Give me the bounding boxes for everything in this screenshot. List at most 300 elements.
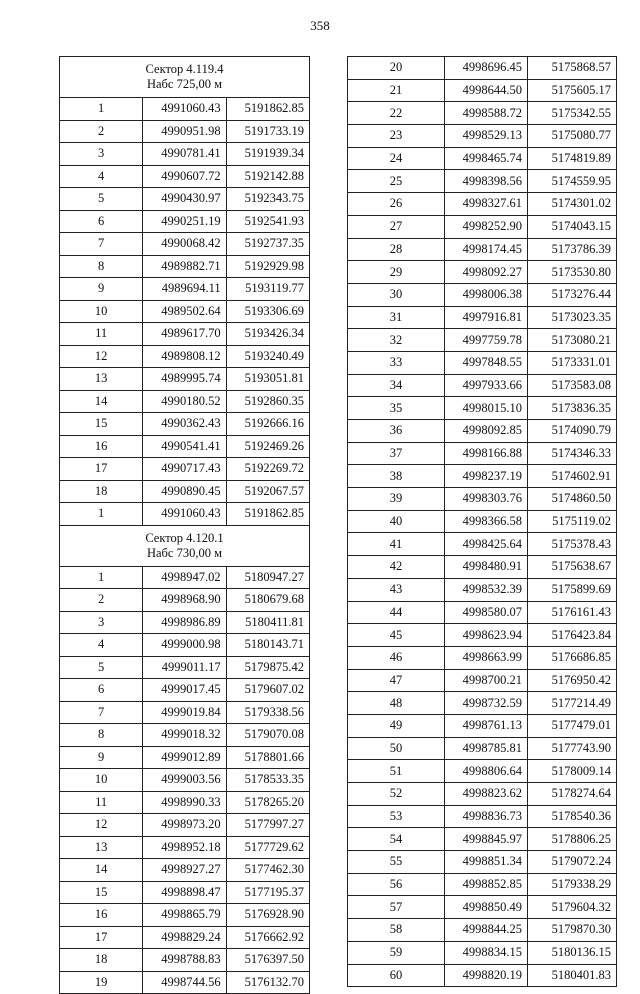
table-row <box>348 193 617 216</box>
table-row <box>348 941 617 964</box>
table-row <box>348 646 617 669</box>
point-number-cell: 18 <box>60 480 143 503</box>
y-coordinate-cell: 5173583.08 <box>528 374 617 397</box>
y-coordinate-cell: 5176423.84 <box>528 624 617 647</box>
x-coordinate-cell: 4999012.89 <box>143 746 226 769</box>
y-coordinate-cell: 5192541.93 <box>226 210 309 233</box>
x-coordinate-cell: 4998865.79 <box>143 904 226 927</box>
point-number-cell: 9 <box>60 746 143 769</box>
point-number-cell: 58 <box>348 919 445 942</box>
table-row <box>60 881 310 904</box>
point-number-cell: 12 <box>60 345 143 368</box>
x-coordinate-cell: 4998580.07 <box>445 601 528 624</box>
table-row <box>348 238 617 261</box>
x-coordinate-cell: 4997848.55 <box>445 351 528 374</box>
x-coordinate-cell: 4990541.41 <box>143 435 226 458</box>
point-number-cell: 14 <box>60 390 143 413</box>
y-coordinate-cell: 5173080.21 <box>528 329 617 352</box>
y-coordinate-cell: 5178265.20 <box>226 791 309 814</box>
point-number-cell: 15 <box>60 413 143 436</box>
point-number-cell: 59 <box>348 941 445 964</box>
y-coordinate-cell: 5179070.08 <box>226 724 309 747</box>
point-number-cell: 2 <box>60 120 143 143</box>
table-row <box>348 556 617 579</box>
point-number-cell: 11 <box>60 323 143 346</box>
x-coordinate-cell: 4998852.85 <box>445 873 528 896</box>
x-coordinate-cell: 4998806.64 <box>445 760 528 783</box>
x-coordinate-cell: 4998844.25 <box>445 919 528 942</box>
table-row <box>60 836 310 859</box>
point-number-cell: 10 <box>60 769 143 792</box>
table-row <box>348 714 617 737</box>
y-coordinate-cell: 5173836.35 <box>528 397 617 420</box>
table-row <box>348 170 617 193</box>
point-number-cell: 6 <box>60 679 143 702</box>
point-number-cell: 4 <box>60 165 143 188</box>
x-coordinate-cell: 4998252.90 <box>445 215 528 238</box>
y-coordinate-cell: 5193426.34 <box>226 323 309 346</box>
point-number-cell: 19 <box>60 971 143 994</box>
y-coordinate-cell: 5192469.26 <box>226 435 309 458</box>
y-coordinate-cell: 5179338.56 <box>226 701 309 724</box>
x-coordinate-cell: 4998845.97 <box>445 828 528 851</box>
x-coordinate-cell: 4998927.27 <box>143 859 226 882</box>
table-row <box>60 679 310 702</box>
point-number-cell: 54 <box>348 828 445 851</box>
y-coordinate-cell: 5175899.69 <box>528 578 617 601</box>
table-row <box>60 165 310 188</box>
point-number-cell: 51 <box>348 760 445 783</box>
point-number-cell: 7 <box>60 233 143 256</box>
y-coordinate-cell: 5192269.72 <box>226 458 309 481</box>
coordinates-table-right <box>347 56 617 987</box>
y-coordinate-cell: 5176686.85 <box>528 646 617 669</box>
x-coordinate-cell: 4999011.17 <box>143 656 226 679</box>
point-number-cell: 12 <box>60 814 143 837</box>
y-coordinate-cell: 5180136.15 <box>528 941 617 964</box>
y-coordinate-cell: 5173023.35 <box>528 306 617 329</box>
table-row <box>348 873 617 896</box>
y-coordinate-cell: 5179604.32 <box>528 896 617 919</box>
x-coordinate-cell: 4990251.19 <box>143 210 226 233</box>
y-coordinate-cell: 5179072.24 <box>528 851 617 874</box>
table-row <box>348 601 617 624</box>
x-coordinate-cell: 4998529.13 <box>445 125 528 148</box>
point-number-cell: 55 <box>348 851 445 874</box>
x-coordinate-cell: 4998986.89 <box>143 611 226 634</box>
point-number-cell: 44 <box>348 601 445 624</box>
point-number-cell: 14 <box>60 859 143 882</box>
table-row <box>60 746 310 769</box>
point-number-cell: 8 <box>60 724 143 747</box>
y-coordinate-cell: 5176950.42 <box>528 669 617 692</box>
y-coordinate-cell: 5180947.27 <box>226 566 309 589</box>
point-number-cell: 53 <box>348 805 445 828</box>
y-coordinate-cell: 5176397.50 <box>226 949 309 972</box>
point-number-cell: 22 <box>348 102 445 125</box>
table-row <box>60 345 310 368</box>
table-row <box>348 57 617 80</box>
x-coordinate-cell: 4998851.34 <box>445 851 528 874</box>
table-row <box>348 261 617 284</box>
y-coordinate-cell: 5175342.55 <box>528 102 617 125</box>
x-coordinate-cell: 4998850.49 <box>445 896 528 919</box>
point-number-cell: 24 <box>348 147 445 170</box>
y-coordinate-cell: 5174043.15 <box>528 215 617 238</box>
table-row <box>348 669 617 692</box>
y-coordinate-cell: 5192929.98 <box>226 255 309 278</box>
point-number-cell: 23 <box>348 125 445 148</box>
x-coordinate-cell: 4998990.33 <box>143 791 226 814</box>
table-row <box>348 215 617 238</box>
point-number-cell: 39 <box>348 488 445 511</box>
table-row <box>348 420 617 443</box>
table-row <box>348 465 617 488</box>
table-row <box>60 300 310 323</box>
x-coordinate-cell: 4990717.43 <box>143 458 226 481</box>
y-coordinate-cell: 5191733.19 <box>226 120 309 143</box>
table-row <box>60 368 310 391</box>
point-number-cell: 16 <box>60 435 143 458</box>
table-row <box>60 566 310 589</box>
point-number-cell: 33 <box>348 351 445 374</box>
table-row <box>348 79 617 102</box>
point-number-cell: 17 <box>60 458 143 481</box>
point-number-cell: 7 <box>60 701 143 724</box>
table-row <box>348 578 617 601</box>
table-row <box>348 896 617 919</box>
table-row <box>348 351 617 374</box>
y-coordinate-cell: 5175119.02 <box>528 510 617 533</box>
y-coordinate-cell: 5177214.49 <box>528 692 617 715</box>
point-number-cell: 57 <box>348 896 445 919</box>
y-coordinate-cell: 5177743.90 <box>528 737 617 760</box>
section-header-row <box>60 57 310 98</box>
x-coordinate-cell: 4998303.76 <box>445 488 528 511</box>
table-row <box>60 98 310 121</box>
y-coordinate-cell: 5178533.35 <box>226 769 309 792</box>
x-coordinate-cell: 4998947.02 <box>143 566 226 589</box>
x-coordinate-cell: 4989995.74 <box>143 368 226 391</box>
x-coordinate-cell: 4998366.58 <box>445 510 528 533</box>
section-title: Сектор 4.119.4 <box>145 62 224 76</box>
x-coordinate-cell: 4998700.21 <box>445 669 528 692</box>
x-coordinate-cell: 4998092.85 <box>445 420 528 443</box>
point-number-cell: 46 <box>348 646 445 669</box>
x-coordinate-cell: 4999019.84 <box>143 701 226 724</box>
x-coordinate-cell: 4998898.47 <box>143 881 226 904</box>
table-row <box>60 188 310 211</box>
x-coordinate-cell: 4999000.98 <box>143 634 226 657</box>
x-coordinate-cell: 4990781.41 <box>143 143 226 166</box>
point-number-cell: 2 <box>60 589 143 612</box>
x-coordinate-cell: 4990068.42 <box>143 233 226 256</box>
point-number-cell: 5 <box>60 656 143 679</box>
table-row <box>348 442 617 465</box>
y-coordinate-cell: 5180411.81 <box>226 611 309 634</box>
y-coordinate-cell: 5193240.49 <box>226 345 309 368</box>
point-number-cell: 36 <box>348 420 445 443</box>
x-coordinate-cell: 4989808.12 <box>143 345 226 368</box>
y-coordinate-cell: 5178806.25 <box>528 828 617 851</box>
y-coordinate-cell: 5173786.39 <box>528 238 617 261</box>
point-number-cell: 38 <box>348 465 445 488</box>
table-row <box>60 634 310 657</box>
x-coordinate-cell: 4998834.15 <box>445 941 528 964</box>
y-coordinate-cell: 5177479.01 <box>528 714 617 737</box>
table-row <box>60 120 310 143</box>
y-coordinate-cell: 5178540.36 <box>528 805 617 828</box>
y-coordinate-cell: 5175638.67 <box>528 556 617 579</box>
point-number-cell: 35 <box>348 397 445 420</box>
y-coordinate-cell: 5174819.89 <box>528 147 617 170</box>
x-coordinate-cell: 4998015.10 <box>445 397 528 420</box>
y-coordinate-cell: 5176132.70 <box>226 971 309 994</box>
table-row <box>60 971 310 994</box>
x-coordinate-cell: 4998788.83 <box>143 949 226 972</box>
table-row <box>60 390 310 413</box>
x-coordinate-cell: 4998425.64 <box>445 533 528 556</box>
table-row <box>348 125 617 148</box>
table-row <box>348 510 617 533</box>
x-coordinate-cell: 4998829.24 <box>143 926 226 949</box>
table-row <box>348 737 617 760</box>
table-row <box>60 701 310 724</box>
table-row <box>60 814 310 837</box>
x-coordinate-cell: 4998237.19 <box>445 465 528 488</box>
point-number-cell: 34 <box>348 374 445 397</box>
x-coordinate-cell: 4998465.74 <box>445 147 528 170</box>
table-row <box>348 919 617 942</box>
table-row <box>60 859 310 882</box>
table-row <box>348 306 617 329</box>
y-coordinate-cell: 5174301.02 <box>528 193 617 216</box>
table-row <box>348 102 617 125</box>
table-row <box>60 278 310 301</box>
table-row <box>60 210 310 233</box>
table-row <box>60 255 310 278</box>
x-coordinate-cell: 4998166.88 <box>445 442 528 465</box>
x-coordinate-cell: 4997916.81 <box>445 306 528 329</box>
y-coordinate-cell: 5192737.35 <box>226 233 309 256</box>
y-coordinate-cell: 5174559.95 <box>528 170 617 193</box>
y-coordinate-cell: 5193051.81 <box>226 368 309 391</box>
point-number-cell: 43 <box>348 578 445 601</box>
y-coordinate-cell: 5174860.50 <box>528 488 617 511</box>
table-row <box>348 760 617 783</box>
point-number-cell: 56 <box>348 873 445 896</box>
x-coordinate-cell: 4998663.99 <box>445 646 528 669</box>
point-number-cell: 40 <box>348 510 445 533</box>
x-coordinate-cell: 4998532.39 <box>445 578 528 601</box>
point-number-cell: 45 <box>348 624 445 647</box>
y-coordinate-cell: 5175080.77 <box>528 125 617 148</box>
point-number-cell: 47 <box>348 669 445 692</box>
x-coordinate-cell: 4989694.11 <box>143 278 226 301</box>
point-number-cell: 1 <box>60 566 143 589</box>
point-number-cell: 52 <box>348 783 445 806</box>
table-row <box>60 926 310 949</box>
point-number-cell: 31 <box>348 306 445 329</box>
point-number-cell: 18 <box>60 949 143 972</box>
table-row <box>348 397 617 420</box>
table-row <box>60 949 310 972</box>
y-coordinate-cell: 5179870.30 <box>528 919 617 942</box>
table-row <box>60 503 310 526</box>
y-coordinate-cell: 5177195.37 <box>226 881 309 904</box>
table-row <box>60 323 310 346</box>
table-row <box>348 374 617 397</box>
y-coordinate-cell: 5175605.17 <box>528 79 617 102</box>
point-number-cell: 20 <box>348 57 445 80</box>
point-number-cell: 42 <box>348 556 445 579</box>
table-row <box>348 851 617 874</box>
y-coordinate-cell: 5191862.85 <box>226 98 309 121</box>
y-coordinate-cell: 5176928.90 <box>226 904 309 927</box>
point-number-cell: 32 <box>348 329 445 352</box>
table-row <box>60 611 310 634</box>
x-coordinate-cell: 4998327.61 <box>445 193 528 216</box>
point-number-cell: 5 <box>60 188 143 211</box>
x-coordinate-cell: 4998623.94 <box>445 624 528 647</box>
coordinates-table-left <box>59 56 310 994</box>
page-number: 358 <box>310 18 330 33</box>
x-coordinate-cell: 4989882.71 <box>143 255 226 278</box>
table-row <box>60 769 310 792</box>
point-number-cell: 1 <box>60 503 143 526</box>
y-coordinate-cell: 5193119.77 <box>226 278 309 301</box>
y-coordinate-cell: 5192860.35 <box>226 390 309 413</box>
table-row <box>348 624 617 647</box>
y-coordinate-cell: 5175378.43 <box>528 533 617 556</box>
y-coordinate-cell: 5174346.33 <box>528 442 617 465</box>
y-coordinate-cell: 5179338.29 <box>528 873 617 896</box>
section-elevation: Набс 730,00 м <box>146 545 223 560</box>
point-number-cell: 1 <box>60 98 143 121</box>
table-row <box>60 791 310 814</box>
y-coordinate-cell: 5180679.68 <box>226 589 309 612</box>
y-coordinate-cell: 5180401.83 <box>528 964 617 987</box>
point-number-cell: 30 <box>348 283 445 306</box>
x-coordinate-cell: 4998823.62 <box>445 783 528 806</box>
x-coordinate-cell: 4998968.90 <box>143 589 226 612</box>
table-row <box>60 904 310 927</box>
table-row <box>60 589 310 612</box>
point-number-cell: 49 <box>348 714 445 737</box>
table-row <box>348 964 617 987</box>
x-coordinate-cell: 4990951.98 <box>143 120 226 143</box>
x-coordinate-cell: 4998761.13 <box>445 714 528 737</box>
point-number-cell: 10 <box>60 300 143 323</box>
point-number-cell: 8 <box>60 255 143 278</box>
y-coordinate-cell: 5173530.80 <box>528 261 617 284</box>
y-coordinate-cell: 5192343.75 <box>226 188 309 211</box>
x-coordinate-cell: 4998785.81 <box>445 737 528 760</box>
x-coordinate-cell: 4991060.43 <box>143 98 226 121</box>
x-coordinate-cell: 4998820.19 <box>445 964 528 987</box>
y-coordinate-cell: 5176662.92 <box>226 926 309 949</box>
y-coordinate-cell: 5191939.34 <box>226 143 309 166</box>
y-coordinate-cell: 5178801.66 <box>226 746 309 769</box>
table-row <box>348 329 617 352</box>
y-coordinate-cell: 5173276.44 <box>528 283 617 306</box>
y-coordinate-cell: 5177997.27 <box>226 814 309 837</box>
x-coordinate-cell: 4997933.66 <box>445 374 528 397</box>
x-coordinate-cell: 4999018.32 <box>143 724 226 747</box>
section-header-row <box>60 525 310 566</box>
y-coordinate-cell: 5179607.02 <box>226 679 309 702</box>
table-row <box>60 480 310 503</box>
y-coordinate-cell: 5174090.79 <box>528 420 617 443</box>
table-row <box>60 413 310 436</box>
point-number-cell: 9 <box>60 278 143 301</box>
x-coordinate-cell: 4998952.18 <box>143 836 226 859</box>
point-number-cell: 48 <box>348 692 445 715</box>
table-row <box>348 147 617 170</box>
x-coordinate-cell: 4998644.50 <box>445 79 528 102</box>
table-row <box>60 233 310 256</box>
section-elevation: Набс 725,00 м <box>146 77 223 91</box>
point-number-cell: 29 <box>348 261 445 284</box>
table-row <box>348 692 617 715</box>
table-row <box>60 143 310 166</box>
x-coordinate-cell: 4998588.72 <box>445 102 528 125</box>
x-coordinate-cell: 4998480.91 <box>445 556 528 579</box>
y-coordinate-cell: 5180143.71 <box>226 634 309 657</box>
x-coordinate-cell: 4997759.78 <box>445 329 528 352</box>
x-coordinate-cell: 4990607.72 <box>143 165 226 188</box>
x-coordinate-cell: 4990362.43 <box>143 413 226 436</box>
point-number-cell: 13 <box>60 836 143 859</box>
x-coordinate-cell: 4998174.45 <box>445 238 528 261</box>
y-coordinate-cell: 5179875.42 <box>226 656 309 679</box>
point-number-cell: 3 <box>60 611 143 634</box>
table-row <box>60 435 310 458</box>
point-number-cell: 15 <box>60 881 143 904</box>
table-row <box>348 783 617 806</box>
table-row <box>348 805 617 828</box>
x-coordinate-cell: 4990430.97 <box>143 188 226 211</box>
point-number-cell: 28 <box>348 238 445 261</box>
table-row <box>348 533 617 556</box>
point-number-cell: 26 <box>348 193 445 216</box>
point-number-cell: 37 <box>348 442 445 465</box>
point-number-cell: 17 <box>60 926 143 949</box>
point-number-cell: 6 <box>60 210 143 233</box>
x-coordinate-cell: 4999017.45 <box>143 679 226 702</box>
point-number-cell: 25 <box>348 170 445 193</box>
point-number-cell: 16 <box>60 904 143 927</box>
x-coordinate-cell: 4999003.56 <box>143 769 226 792</box>
point-number-cell: 41 <box>348 533 445 556</box>
point-number-cell: 60 <box>348 964 445 987</box>
x-coordinate-cell: 4990890.45 <box>143 480 226 503</box>
x-coordinate-cell: 4998696.45 <box>445 57 528 80</box>
y-coordinate-cell: 5192666.16 <box>226 413 309 436</box>
y-coordinate-cell: 5176161.43 <box>528 601 617 624</box>
table-row <box>348 828 617 851</box>
y-coordinate-cell: 5174602.91 <box>528 465 617 488</box>
point-number-cell: 4 <box>60 634 143 657</box>
point-number-cell: 13 <box>60 368 143 391</box>
x-coordinate-cell: 4991060.43 <box>143 503 226 526</box>
x-coordinate-cell: 4989617.70 <box>143 323 226 346</box>
table-row <box>60 656 310 679</box>
y-coordinate-cell: 5177729.62 <box>226 836 309 859</box>
y-coordinate-cell: 5173331.01 <box>528 351 617 374</box>
x-coordinate-cell: 4998092.27 <box>445 261 528 284</box>
point-number-cell: 11 <box>60 791 143 814</box>
